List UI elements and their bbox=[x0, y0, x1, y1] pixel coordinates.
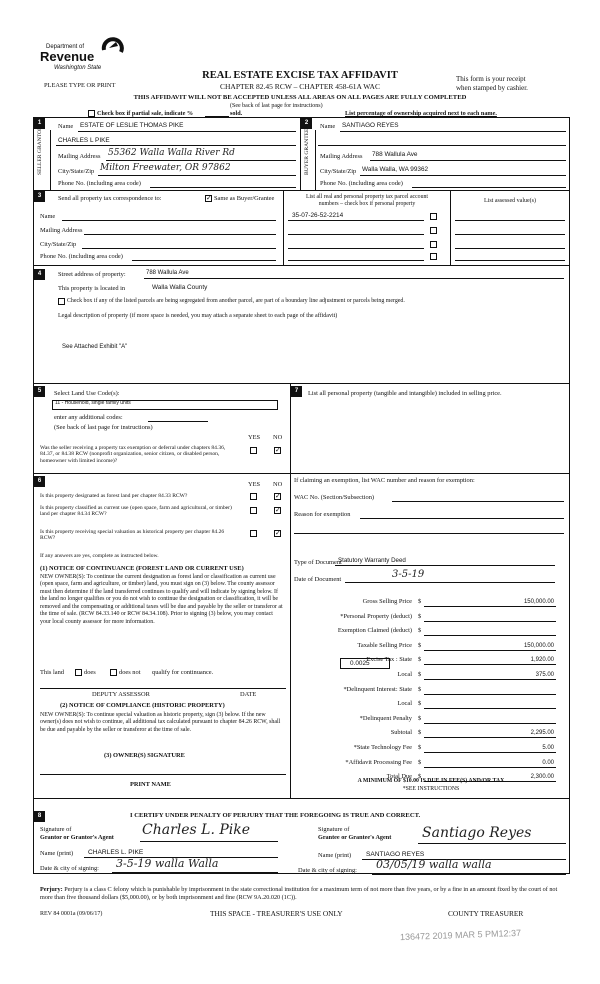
tax-row-value: 375.00 bbox=[535, 672, 554, 678]
seller-phone-label: Phone No. (including area code) bbox=[58, 180, 141, 187]
tax-row-line[interactable] bbox=[424, 664, 556, 665]
forest-yes-checkbox[interactable] bbox=[250, 493, 257, 500]
s5-no-header: NO bbox=[273, 434, 283, 441]
qualify-label: qualify for continuance. bbox=[152, 669, 214, 676]
grantor-date-label: Date & city of signing: bbox=[40, 865, 99, 872]
grantee-date-label: Date & city of signing: bbox=[298, 867, 357, 874]
buyer-name-line bbox=[340, 131, 566, 132]
exempt-question: Was the seller receiving a property tax exemption or deferral under chapters 84.36, 84.37, or 84.38 RCW (nonprofit organization, senior citizen, or disabled person, homeowner with limited income)? bbox=[40, 445, 226, 464]
section-4-number: 4 bbox=[34, 269, 45, 280]
wac-label: WAC No. (Section/Subsection) bbox=[294, 494, 375, 501]
divider-row2 bbox=[33, 265, 570, 266]
parcel-line-3[interactable] bbox=[288, 248, 424, 249]
certify-statement: I CERTIFY UNDER PENALTY OF PERJURY THAT THE FOREGOING IS TRUE AND CORRECT. bbox=[130, 812, 421, 819]
parcel-header-2: numbers – check box if personal property bbox=[318, 201, 416, 207]
grantor-print[interactable]: CHARLES L. PIKE bbox=[88, 849, 144, 856]
s3-name-line[interactable] bbox=[62, 220, 276, 221]
s3-phone-line[interactable] bbox=[132, 260, 276, 261]
s6-yes-header: YES bbox=[248, 481, 261, 488]
seller-mail-line bbox=[106, 160, 296, 161]
grantor-signature[interactable]: Charles L. Pike bbox=[142, 822, 251, 838]
current-use-yes-checkbox[interactable] bbox=[250, 507, 257, 514]
tax-row-dollar: $ bbox=[418, 715, 422, 722]
parcel-line-1 bbox=[288, 220, 424, 221]
dor-logo bbox=[36, 36, 126, 76]
street-address[interactable]: 788 Wallula Ave bbox=[146, 270, 189, 276]
tax-row-label: *Personal Property (deduct) bbox=[340, 613, 412, 620]
tax-row-value: 150,000.00 bbox=[523, 599, 554, 605]
segregated-checkbox[interactable] bbox=[58, 298, 65, 305]
tax-row-label: Gross Selling Price bbox=[362, 598, 412, 605]
notice1-body: NEW OWNER(S): To continue the current designation as forest land or classification as current use (open space, farm and agriculture, or timber) land, you must sign on (3) below. The county assessor must then determine if the land transferred continues to qualify and will indicate by signing below. If the land no longer qualifies or you do not wish to continue the designation or classification, it will be removed and the compensating or additional taxes will be due and payable by the seller or transferor at the time of sale. (RCW 84.33.140 or RCW 84.34.108). Prior to signing (3) below, you may contact your local county assessor for more information. bbox=[40, 574, 283, 625]
deputy-label: DEPUTY ASSESSOR bbox=[92, 691, 150, 698]
buyer-city-line bbox=[360, 175, 566, 176]
assessed-line-3[interactable] bbox=[455, 248, 565, 249]
tax-row-line[interactable] bbox=[424, 694, 556, 695]
tax-row-label: *Delinquent Penalty bbox=[359, 715, 412, 722]
section-5-number: 5 bbox=[34, 386, 45, 397]
tax-row-value: 0.00 bbox=[542, 760, 554, 766]
doc-type[interactable]: Statutory Warranty Deed bbox=[338, 557, 406, 564]
buyer-city[interactable]: Walla Walla, WA 99362 bbox=[362, 166, 429, 173]
parcel-header-1: List all real and personal property tax parcel account bbox=[305, 194, 428, 200]
deputy-line[interactable] bbox=[40, 688, 286, 689]
tax-row-dollar: $ bbox=[418, 671, 422, 678]
tax-row-label: *Affidavit Processing Fee bbox=[345, 759, 412, 766]
grantor-date-city[interactable]: 3-5-19 walla Walla bbox=[116, 857, 219, 870]
divider-parcel-assessed bbox=[450, 190, 451, 265]
grantee-print-label: Name (print) bbox=[318, 852, 352, 859]
tax-row-line[interactable] bbox=[424, 650, 556, 651]
seller-name2-line bbox=[56, 145, 296, 146]
tax-row-line[interactable] bbox=[424, 679, 556, 680]
grantee-sig-line bbox=[418, 843, 566, 844]
doc-date-label: Date of Document bbox=[294, 576, 342, 583]
tax-row-dollar: $ bbox=[418, 686, 422, 693]
warning: THIS AFFIDAVIT WILL NOT BE ACCEPTED UNLESS ALL AREAS ON ALL PAGES ARE FULLY COMPLETED bbox=[133, 94, 467, 101]
section-3-number: 3 bbox=[34, 191, 45, 202]
assessed-line-2[interactable] bbox=[455, 234, 565, 235]
parcel-4-checkbox[interactable] bbox=[430, 253, 437, 260]
tax-row-dollar: $ bbox=[418, 627, 422, 634]
seller-mail[interactable]: 55362 Walla Walla River Rd bbox=[108, 148, 235, 158]
grantee-signature[interactable]: Santiago Reyes bbox=[422, 825, 532, 841]
reason-label: Reason for exemption bbox=[294, 511, 351, 518]
form-title: REAL ESTATE EXCISE TAX AFFIDAVIT bbox=[202, 70, 398, 81]
tax-row-dollar: $ bbox=[418, 729, 422, 736]
see-instructions: *SEE INSTRUCTIONS bbox=[402, 786, 460, 792]
tax-row-label: Subtotal bbox=[390, 729, 412, 736]
seller-name-label: Name bbox=[58, 123, 74, 130]
buyer-name2-line[interactable] bbox=[318, 145, 566, 146]
tax-row-line[interactable] bbox=[424, 621, 556, 622]
grantee-date-city[interactable]: 03/05/19 walla walla bbox=[376, 858, 492, 871]
tax-row-value: 150,000.00 bbox=[523, 643, 554, 649]
buyer-mail-label: Mailing Address bbox=[320, 153, 363, 160]
street-line bbox=[144, 278, 564, 279]
parcel-3-checkbox[interactable] bbox=[430, 241, 437, 248]
parcel-1[interactable]: 35-07-26-52-2214 bbox=[292, 212, 344, 219]
receipt-note-2: when stamped by cashier. bbox=[456, 84, 528, 92]
grantor-print-label: Name (print) bbox=[40, 850, 74, 857]
tax-row-dollar: $ bbox=[418, 642, 422, 649]
parcel-line-4[interactable] bbox=[288, 260, 424, 261]
owner-sig-label: (3) OWNER(S) SIGNATURE bbox=[104, 752, 185, 759]
grantor-date-line bbox=[112, 872, 278, 873]
tax-row-label: *Delinquent Interest: State bbox=[343, 686, 412, 693]
does-not-label: does not bbox=[119, 669, 141, 676]
tax-row-line[interactable] bbox=[424, 767, 556, 768]
tax-row-label: Excise Tax : State bbox=[366, 656, 412, 663]
located-label: This property is located in bbox=[58, 285, 126, 292]
tax-row-line[interactable] bbox=[424, 752, 556, 753]
print-name-label: PRINT NAME bbox=[130, 781, 171, 788]
partial-sale-label: Check box if partial sale, indicate % bbox=[97, 110, 194, 117]
county-treasurer: COUNTY TREASURER bbox=[448, 909, 524, 918]
reason-line[interactable] bbox=[360, 518, 564, 519]
same-as-buyer-label: Same as Buyer/Grantee bbox=[214, 195, 275, 202]
tax-row-line[interactable] bbox=[424, 708, 556, 709]
percentage-label: List percentage of ownership acquired next to each name. bbox=[345, 110, 497, 117]
buyer-phone-line[interactable] bbox=[412, 187, 566, 188]
section-7-number: 7 bbox=[291, 386, 302, 397]
divider-3-parcels bbox=[283, 190, 284, 265]
grantee-print[interactable]: SANTIAGO REYES bbox=[366, 851, 425, 858]
tax-row-dollar: $ bbox=[418, 700, 422, 707]
send-label: Send all property tax correspondence to: bbox=[58, 195, 162, 202]
dept-line1: Department of bbox=[46, 44, 85, 50]
tax-row-line[interactable] bbox=[424, 635, 556, 636]
grantee-sig-label: Grantee or Grantee's Agent bbox=[318, 834, 392, 841]
dept-line3: Washington State bbox=[54, 65, 102, 71]
exemption-note: If claiming an exemption, list WAC number and reason for exemption: bbox=[294, 477, 475, 484]
land-use-code[interactable]: 11 - Household, single family units bbox=[55, 400, 131, 406]
exempt-no-checkbox[interactable]: ✓ bbox=[275, 446, 281, 454]
s3-mail-label: Mailing Address bbox=[40, 227, 83, 234]
tax-row-label: Local bbox=[397, 700, 412, 707]
s3-name-label: Name bbox=[40, 213, 56, 220]
historic-no-checkbox[interactable]: ✓ bbox=[275, 529, 281, 537]
tax-row-value: 2,300.00 bbox=[530, 774, 554, 780]
buyer-phone-label: Phone No. (including area code) bbox=[320, 180, 403, 187]
notice2-title: (2) NOTICE OF COMPLIANCE (HISTORIC PROPERTY) bbox=[60, 702, 225, 709]
section-1-number: 1 bbox=[34, 118, 45, 129]
dept-line2: Revenue bbox=[40, 49, 95, 64]
minimum-note: A MINIMUM OF $10.00 IS DUE IN FEE(S) AND/OR TAX bbox=[357, 778, 505, 784]
current-use-no-checkbox[interactable]: ✓ bbox=[275, 506, 281, 514]
s3-city-label: City/State/Zip bbox=[40, 241, 77, 248]
deputy-date-label: DATE bbox=[240, 691, 257, 698]
historic-yes-checkbox[interactable] bbox=[250, 530, 257, 537]
tax-row-line[interactable] bbox=[424, 723, 556, 724]
tax-row-line[interactable] bbox=[424, 606, 556, 607]
tax-row-label: Taxable Selling Price bbox=[357, 642, 412, 649]
parcel-line-2[interactable] bbox=[288, 234, 424, 235]
grantee-sig-label-1: Signature of bbox=[318, 826, 350, 833]
buyer-name-1[interactable]: SANTIAGO REYES bbox=[342, 122, 399, 129]
tax-row-label: Total Due bbox=[386, 773, 412, 780]
if-yes-note: If any answers are yes, complete as instructed below. bbox=[40, 553, 159, 559]
assessed-header: List assessed value(s) bbox=[484, 198, 536, 204]
s3-city-line[interactable] bbox=[82, 248, 276, 249]
buyer-side-divider bbox=[315, 130, 316, 190]
tax-row-dollar: $ bbox=[418, 598, 422, 605]
tax-row-label: *State Technology Fee bbox=[353, 744, 412, 751]
dor-logo-icon bbox=[101, 36, 125, 58]
seller-city-line bbox=[98, 175, 296, 176]
current-use-question: Is this property classified as current use (open space, farm and agricultural, or timber) land per chapter 84.34 RCW? bbox=[40, 505, 232, 518]
tax-row-dollar: $ bbox=[418, 759, 422, 766]
does-checkbox[interactable] bbox=[75, 669, 82, 676]
buyer-city-label: City/State/Zip bbox=[320, 168, 357, 175]
tax-row-line[interactable] bbox=[424, 737, 556, 738]
chapter: CHAPTER 82.45 RCW – CHAPTER 458-61A WAC bbox=[220, 82, 380, 91]
s6-no-header: NO bbox=[273, 481, 283, 488]
segregated-label: Check box if any of the listed parcels are being segregated from another parcel, are part of a boundary line adjustment or parcels being merged. bbox=[67, 298, 405, 304]
seller-city-label: City/State/Zip bbox=[58, 168, 95, 175]
perjury-text: Perjury is a class C felony which is punishable by imprisonment in the state correctional institution for a maximum term of not more than five years, or by a fine in an amount fixed by the court of not more than five thousand dollars ($5,000.00), or by both imprisonment and fine (RCW 9A.20.020 (1C)). bbox=[40, 886, 558, 902]
see-back: (See back of last page for instructions) bbox=[230, 103, 323, 109]
assessed-line-4[interactable] bbox=[455, 260, 565, 261]
forest-question: Is this property designated as forest land per chapter 84.33 RCW? bbox=[40, 493, 188, 499]
divider-row3 bbox=[33, 383, 570, 384]
tax-row-value: 2,295.00 bbox=[530, 730, 554, 736]
grantor-sig-line bbox=[140, 841, 278, 842]
owner-sig-line[interactable] bbox=[40, 774, 286, 775]
divider-5-6 bbox=[33, 473, 290, 474]
doc-date-line bbox=[345, 582, 555, 583]
receipt-note-1: This form is your receipt bbox=[456, 75, 526, 83]
treasurer-stamp: 136472 2019 MAR 5 PM12:37 bbox=[399, 927, 522, 943]
section-6-number: 6 bbox=[34, 476, 45, 487]
perjury-title: Perjury: bbox=[40, 886, 63, 893]
doc-type-line bbox=[335, 565, 555, 566]
buyer-mail[interactable]: 788 Wallula Ave bbox=[372, 151, 418, 158]
partial-sale-checkbox[interactable] bbox=[88, 110, 95, 117]
does-label: does bbox=[84, 669, 96, 676]
historic-question: Is this property receiving special valuation as historical property per chapter 84.26 RCW? bbox=[40, 529, 225, 542]
local-rate: 0.0025 bbox=[350, 660, 370, 667]
seller-name-1[interactable]: ESTATE OF LESLIE THOMAS PIKE bbox=[80, 122, 184, 129]
seller-city[interactable]: Milton Freewater, OR 97862 bbox=[100, 163, 231, 173]
s3-mail-line[interactable] bbox=[84, 234, 276, 235]
seller-mail-label: Mailing Address bbox=[58, 153, 101, 160]
s5-yes-header: YES bbox=[248, 434, 261, 441]
tax-row-label: Local bbox=[397, 671, 412, 678]
parcel-1-checkbox[interactable] bbox=[430, 213, 437, 220]
grantor-sig-label: Grantor or Grantor's Agent bbox=[40, 834, 114, 841]
doc-date[interactable]: 3-5-19 bbox=[392, 569, 425, 580]
does-not-checkbox[interactable] bbox=[110, 669, 117, 676]
seller-name-2[interactable]: CHARLES L PIKE bbox=[58, 137, 110, 144]
grantor-sig-label-1: Signature of bbox=[40, 826, 72, 833]
perjury-note bbox=[40, 886, 570, 902]
seller-name-line bbox=[78, 131, 296, 132]
seller-side-divider bbox=[50, 130, 51, 190]
parcel-2-checkbox[interactable] bbox=[430, 227, 437, 234]
print-note: PLEASE TYPE OR PRINT bbox=[44, 82, 116, 89]
wac-line[interactable] bbox=[392, 501, 564, 502]
tax-row-dollar: $ bbox=[418, 744, 422, 751]
tax-row-label: Exemption Claimed (deduct) bbox=[337, 627, 412, 634]
divider-row1 bbox=[33, 190, 570, 191]
rev-number: REV 84 0001a (09/06/17) bbox=[40, 911, 103, 917]
seller-phone-line[interactable] bbox=[150, 187, 296, 188]
doc-type-label: Type of Document bbox=[294, 559, 342, 566]
s3-phone-label: Phone No. (including area code) bbox=[40, 253, 123, 260]
additional-codes-label: enter any additional codes: bbox=[54, 414, 123, 421]
notice2-body: NEW OWNER(S): To continue special valuation as historic property, sign (3) below. If the new owner(s) does not wish to continue, all additional tax calculated pursuant to chapter 84.26 RCW, shall be due and payable by the seller or transferor at the time of sale. bbox=[40, 712, 281, 733]
street-label: Street address of property: bbox=[58, 271, 126, 278]
s5-see-back: (See back of last page for instructions) bbox=[54, 424, 153, 431]
notice1-title: (1) NOTICE OF CONTINUANCE (FOREST LAND OR CURRENT USE) bbox=[40, 565, 244, 572]
tax-row-value: 5.00 bbox=[542, 745, 554, 751]
buyer-side-label: BUYER GRANTEE bbox=[304, 128, 310, 175]
assessed-line-1[interactable] bbox=[455, 220, 565, 221]
forest-no-checkbox[interactable]: ✓ bbox=[275, 492, 281, 500]
section-2-number: 2 bbox=[301, 118, 312, 129]
exempt-yes-checkbox[interactable] bbox=[250, 447, 257, 454]
tax-row-dollar: $ bbox=[418, 656, 422, 663]
personal-property-label: List all personal property (tangible and intangible) included in selling price. bbox=[308, 390, 502, 397]
reason-line-2[interactable] bbox=[294, 533, 564, 534]
legal-label: Legal description of property (if more space is needed, you may attach a separate sheet to each page of the affidavit) bbox=[58, 313, 338, 319]
buyer-name-label: Name bbox=[320, 123, 336, 130]
buyer-mail-line bbox=[370, 160, 566, 161]
section-8-number: 8 bbox=[34, 811, 45, 822]
divider-row4 bbox=[33, 798, 570, 799]
county[interactable]: Walla Walla County bbox=[152, 284, 208, 291]
divider-5-7 bbox=[290, 383, 291, 798]
grantee-date-line bbox=[372, 874, 566, 875]
tax-row-value: 1,920.00 bbox=[530, 657, 554, 663]
this-land-label: This land bbox=[40, 669, 64, 676]
sold-label: sold. bbox=[230, 110, 243, 117]
same-as-buyer-checkbox[interactable]: ✓ bbox=[206, 194, 212, 202]
additional-codes-line[interactable] bbox=[148, 421, 208, 422]
land-use-label: Select Land Use Code(s): bbox=[54, 390, 120, 397]
treasurer-space: THIS SPACE - TREASURER'S USE ONLY bbox=[210, 909, 343, 918]
seller-side-label: SELLER GRANTOR bbox=[37, 126, 43, 175]
tax-row-dollar: $ bbox=[418, 613, 422, 620]
divider-7-exempt bbox=[290, 473, 570, 474]
tax-row-dollar: $ bbox=[418, 773, 422, 780]
exhibit-note[interactable]: See Attached Exhibit "A" bbox=[62, 344, 128, 350]
